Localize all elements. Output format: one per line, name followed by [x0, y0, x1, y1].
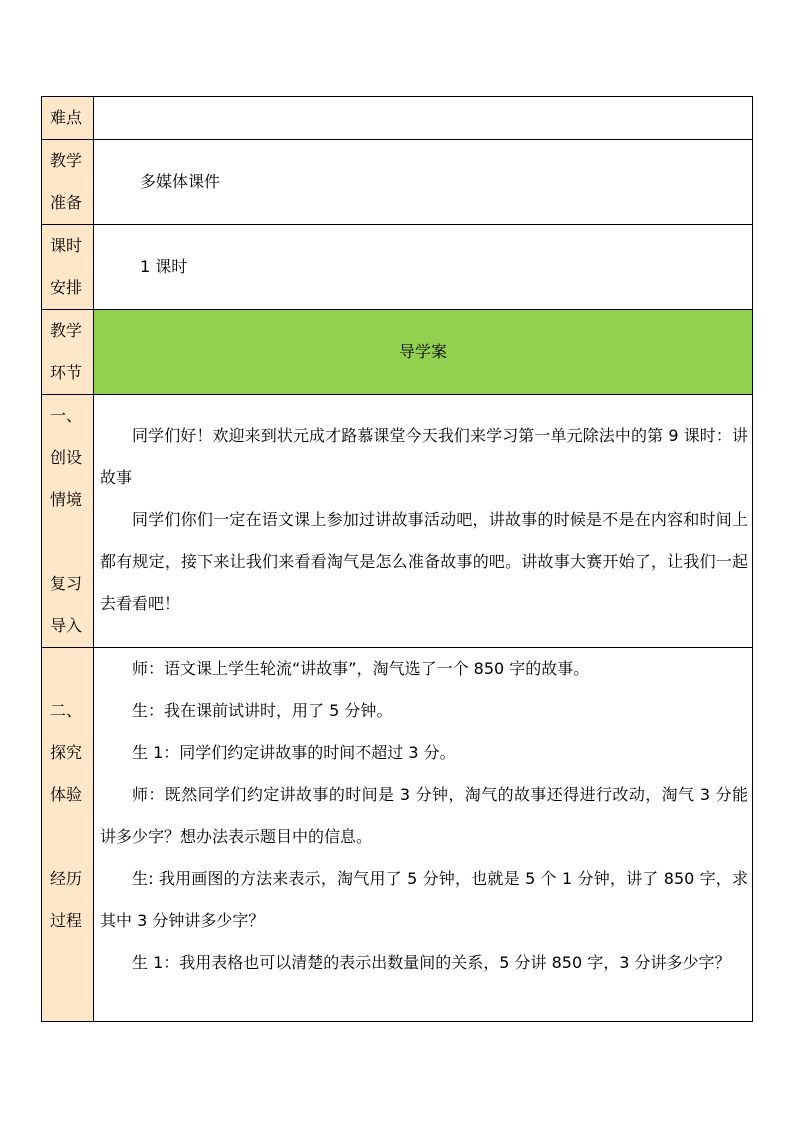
- label-explore-line5: 过程: [50, 911, 83, 930]
- preparation-content: 多媒体课件: [140, 172, 221, 191]
- label-explore-line1: 二、: [50, 701, 83, 720]
- content-cell-preparation: [94, 140, 753, 225]
- label-explore-line3: 体验: [50, 785, 83, 804]
- label-intro-line2: 创设: [50, 448, 83, 467]
- lesson-plan-table: [41, 96, 753, 1022]
- row-intro: [42, 395, 753, 648]
- label-cell-explore: [42, 648, 94, 1022]
- row-explore: [42, 648, 753, 1022]
- label-stage-line2: 环节: [50, 363, 83, 382]
- label-intro-gap: [42, 521, 93, 563]
- content-cell-difficulty: [94, 97, 753, 140]
- label-intro-line5: 导入: [50, 616, 83, 635]
- explore-paragraph: 生: 我用画图的方法来表示，淘气用了 5 分钟，也就是 5 个 1 分钟，讲了 850 字，求其中 3 分钟讲多少字？: [100, 869, 748, 930]
- stage-header-title: 导学案: [398, 342, 447, 361]
- label-intro-line3: 情境: [50, 490, 83, 509]
- intro-paragraph: 同学们好！欢迎来到状元成才路慕课堂今天我们来学习第一单元除法中的第 9 课时：讲故事: [100, 426, 748, 487]
- label-cell-intro: [42, 395, 94, 648]
- explore-paragraph: 生 1：我用表格也可以清楚的表示出数量间的关系，5 分讲 850 字，3 分讲多少字？: [132, 953, 731, 972]
- explore-paragraph: 师：语文课上学生轮流“讲故事”，淘气选了一个 850 字的故事。: [132, 659, 590, 678]
- label-explore-gap-top: [42, 648, 93, 690]
- row-difficulty: [42, 97, 753, 140]
- row-stage: [42, 310, 753, 395]
- explore-paragraph: 生 1：同学们约定讲故事的时间不超过 3 分。: [132, 743, 456, 762]
- label-cell-difficulty: [42, 97, 94, 140]
- row-schedule: [42, 225, 753, 310]
- label-schedule-line2: 安排: [50, 278, 83, 297]
- label-explore-gap-mid: [42, 816, 93, 858]
- label-intro-line4: 复习: [50, 574, 83, 593]
- stage-header-cell: [94, 310, 753, 395]
- label-explore-line4: 经历: [50, 869, 83, 888]
- label-explore-line2: 探究: [50, 743, 83, 762]
- content-cell-intro: [94, 395, 753, 648]
- intro-paragraph: 同学们你们一定在语文课上参加过讲故事活动吧，讲故事的时候是不是在内容和时间上都有规定，接下来让我们来看看淘气是怎么准备故事的吧。讲故事大赛开始了，让我们一起去看看吧！: [100, 510, 748, 613]
- content-cell-explore: [94, 648, 753, 1022]
- row-preparation: [42, 140, 753, 225]
- label-intro-line1: 一、: [50, 406, 83, 425]
- label-cell-preparation: [42, 140, 94, 225]
- label-preparation-line1: 教学: [50, 151, 83, 170]
- label-difficulty: 难点: [50, 108, 83, 127]
- label-cell-schedule: [42, 225, 94, 310]
- content-cell-schedule: [94, 225, 753, 310]
- label-preparation-line2: 准备: [50, 193, 83, 212]
- label-schedule-line1: 课时: [50, 236, 83, 255]
- label-cell-stage: [42, 310, 94, 395]
- explore-paragraph: 师：既然同学们约定讲故事的时间是 3 分钟，淘气的故事还得进行改动，淘气 3 分能讲多少字？想办法表示题目中的信息。: [100, 785, 748, 846]
- label-stage-line1: 教学: [50, 321, 83, 340]
- schedule-content: 1 课时: [140, 257, 188, 276]
- explore-paragraph: 生：我在课前试讲时，用了 5 分钟。: [132, 701, 393, 720]
